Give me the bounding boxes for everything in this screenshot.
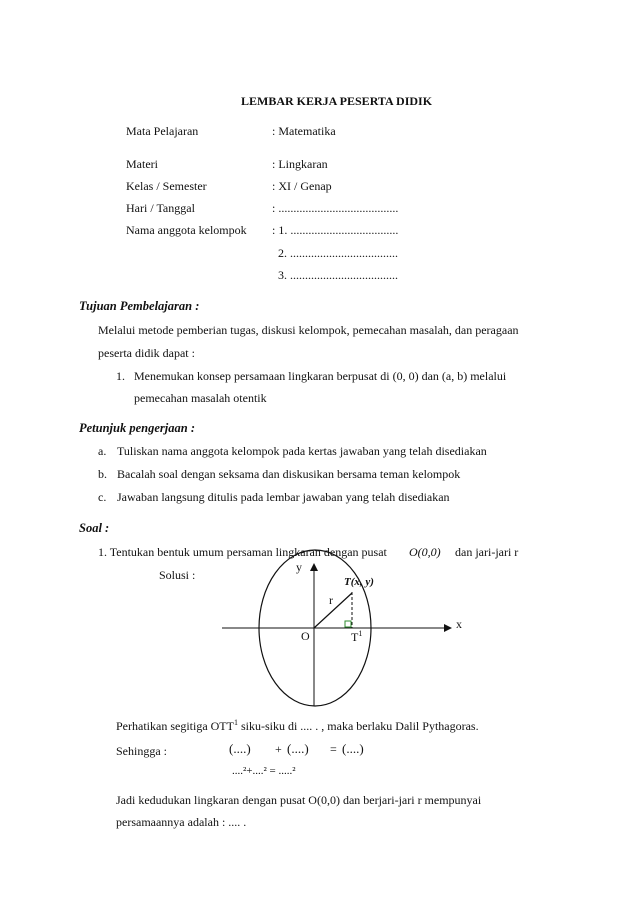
- conclusion-line-2: persamaannya adalah : .... .: [116, 815, 247, 829]
- info-value-member-2: 2. ....................................: [278, 246, 398, 260]
- point-label: T(x, y): [344, 576, 374, 588]
- info-label-date: Hari / Tanggal: [126, 201, 195, 215]
- petunjuk-mark-b: b.: [98, 467, 107, 481]
- tujuan-intro-line-2: peserta didik dapat :: [98, 346, 195, 360]
- info-value-member-3: 3. ....................................: [278, 268, 398, 282]
- page-title: LEMBAR KERJA PESERTA DIDIK: [241, 94, 433, 108]
- info-value-date: : ........................................: [272, 201, 399, 215]
- equation-term-1: (....): [229, 741, 251, 756]
- x-axis-label: x: [456, 617, 462, 631]
- petunjuk-text-b: Bacalah soal dengan seksama dan diskusikan bersama teman kelompok: [117, 467, 461, 481]
- info-label-subject: Mata Pelajaran: [126, 124, 199, 138]
- tujuan-item-number: 1.: [116, 369, 125, 383]
- info-label-class: Kelas / Semester: [126, 179, 207, 193]
- tujuan-intro-line-1: Melalui metode pemberian tugas, diskusi kelompok, pemecahan masalah, dan peragaan: [98, 323, 519, 337]
- sehingga-label: Sehingga :: [116, 744, 167, 758]
- info-value-class: : XI / Genap: [272, 179, 332, 193]
- info-label-material: Materi: [126, 157, 158, 171]
- info-value-subject: : Matematika: [272, 124, 336, 138]
- perhatikan-text: Perhatikan segitiga OTT$^1$ siku-siku di .... . , maka berlaku Dalil Pythagoras.: [116, 718, 479, 733]
- petunjuk-mark-a: a.: [98, 444, 107, 458]
- petunjuk-text-a: Tuliskan nama anggota kelompok pada kertas jawaban yang telah disediakan: [117, 444, 487, 458]
- equation-term-2: (....): [287, 741, 309, 756]
- petunjuk-mark-c: c.: [98, 490, 107, 504]
- conclusion-line-1: Jadi kedudukan lingkaran dengan pusat O(0,0) dan berjari-jari r mempunyai: [116, 793, 482, 807]
- section-heading-petunjuk: Petunjuk pengerjaan :: [79, 421, 195, 435]
- question-1-text: 1. Tentukan bentuk umum persaman lingkaran dengan pusat: [98, 545, 387, 559]
- section-heading-tujuan: Tujuan Pembelajaran :: [79, 299, 200, 313]
- radius-line: [314, 593, 352, 628]
- equation-equals: =: [330, 742, 337, 756]
- question-1-tail: dan jari-jari r: [455, 545, 519, 559]
- equation-term-3: (....): [342, 741, 364, 756]
- origin-label: O: [301, 629, 310, 643]
- t1-label: $T^1$: [351, 629, 363, 644]
- right-angle-marker: [345, 621, 351, 627]
- tujuan-item-line-2: pemecahan masalah otentik: [134, 391, 267, 405]
- tujuan-item-line-1: Menemukan konsep persamaan lingkaran berpusat di (0, 0) dan (a, b) melalui: [134, 369, 507, 383]
- question-1-center: O(0,0): [409, 545, 441, 559]
- info-value-member-1: : 1. ....................................: [272, 223, 399, 237]
- info-label-members: Nama anggota kelompok: [126, 223, 247, 237]
- power-equation: ....²+....² = .....²: [232, 765, 296, 777]
- info-value-material: : Lingkaran: [272, 157, 328, 171]
- petunjuk-text-c: Jawaban langsung ditulis pada lembar jawaban yang telah disediakan: [117, 490, 450, 504]
- equation-plus: +: [275, 742, 282, 756]
- y-axis-label: y: [296, 560, 302, 574]
- solution-label: Solusi :: [159, 568, 196, 582]
- section-heading-soal: Soal :: [79, 521, 110, 535]
- radius-label: r: [329, 593, 333, 607]
